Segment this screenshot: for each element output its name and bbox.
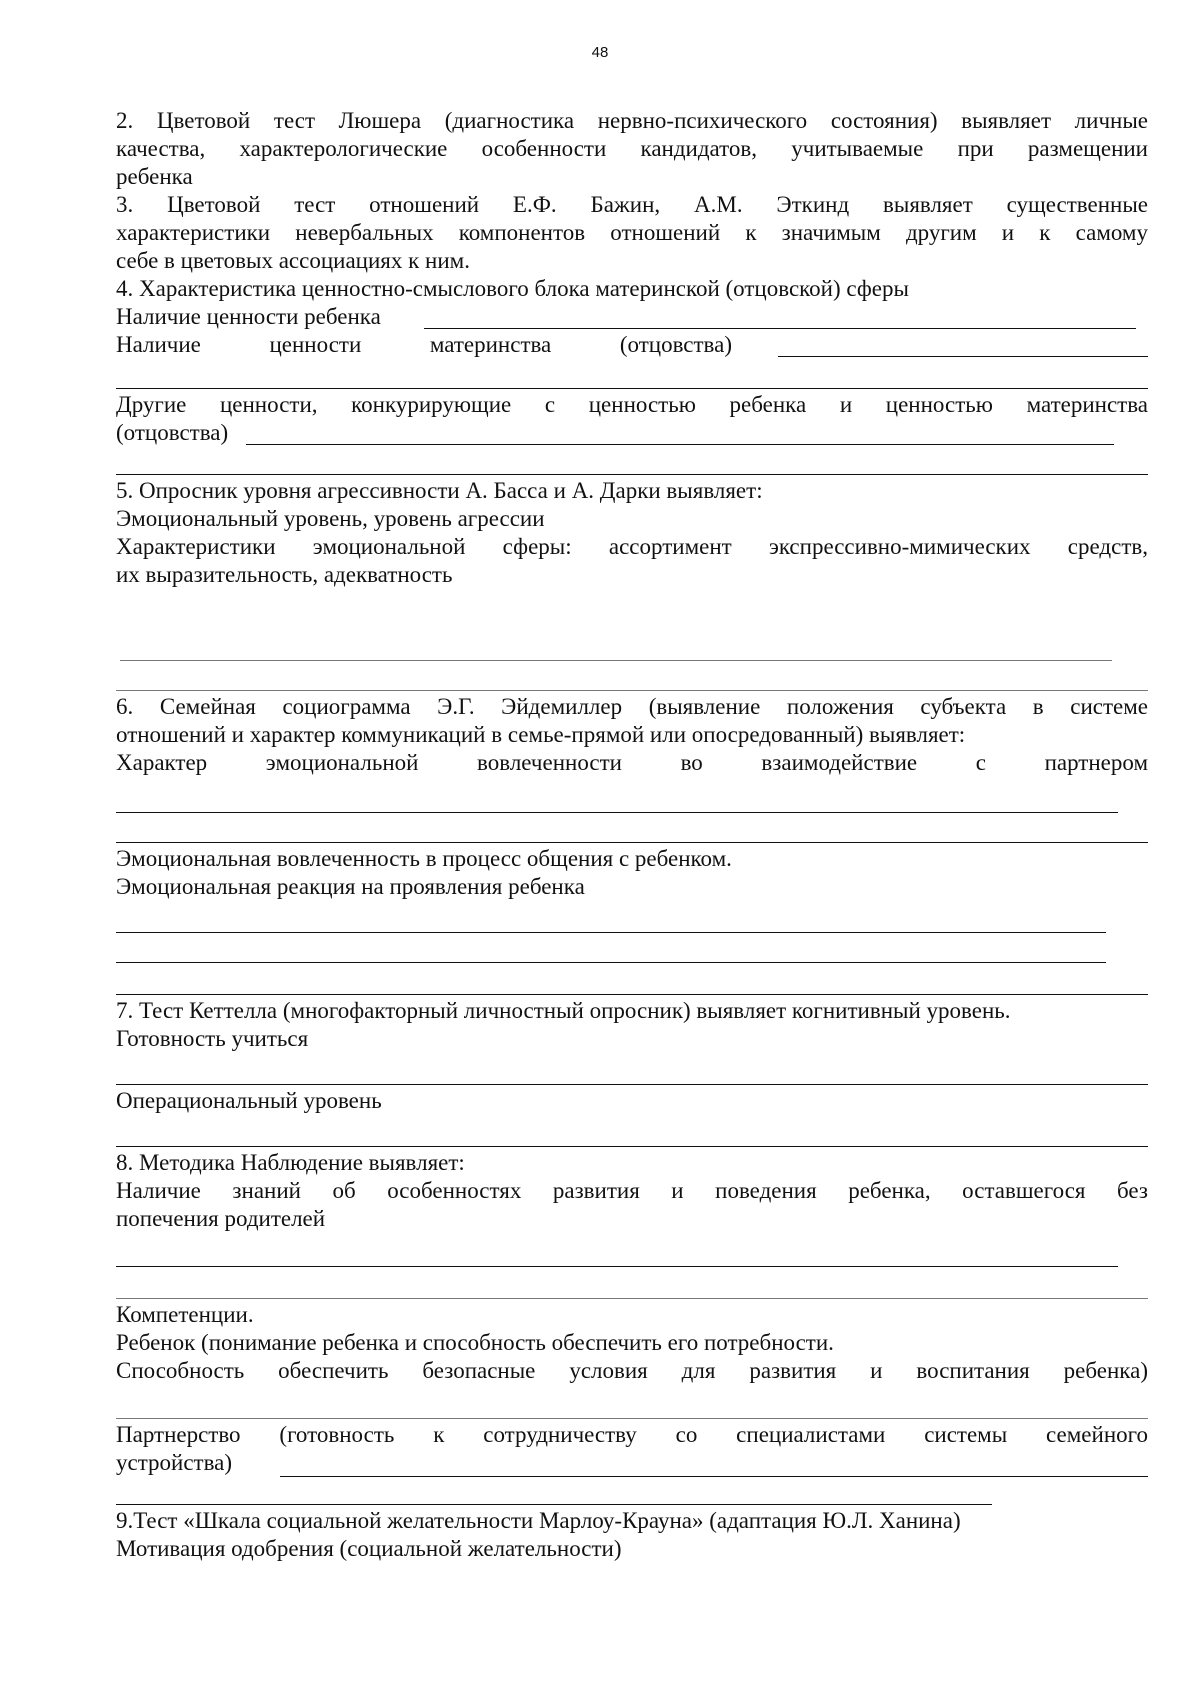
text-line: себе в цветовых ассоциациях к ним. <box>116 248 470 273</box>
section-heading-8: 8. Методика Наблюдение выявляет: <box>116 1150 465 1175</box>
fill-in-line <box>116 812 1118 813</box>
text-line: Ребенок (понимание ребенка и способность обеспечить его потребности. <box>116 1330 834 1355</box>
section-heading-4: 4. Характеристика ценностно-смыслового блока материнской (отцовской) сферы <box>116 276 909 301</box>
text-line: Мотивация одобрения (социальной желательности) <box>116 1536 622 1561</box>
field-label-child-value: Наличие ценности ребенка <box>116 304 381 329</box>
text-line: Готовность учиться <box>116 1026 309 1051</box>
fill-in-line <box>424 328 1136 329</box>
fill-in-line <box>116 1084 1148 1085</box>
field-label-competing-values: Другие ценности, конкурирующие с ценностью ребенка и ценностью материнства <box>116 392 1148 417</box>
fill-in-line <box>116 1504 992 1505</box>
text-line: Партнерство (готовность к сотрудничеству со специалистами системы семейного <box>116 1422 1148 1447</box>
section-heading-6: 6. Семейная социограмма Э.Г. Эйдемиллер (выявление положения субъекта в системе <box>116 694 1148 719</box>
fill-in-line <box>116 1266 1118 1267</box>
text-line: 2. Цветовой тест Люшера (диагностика нервно-психического состояния) выявляет личные <box>116 108 1148 133</box>
text-line: качества, характерологические особенности кандидатов, учитываемые при размещении <box>116 136 1148 161</box>
fill-in-line <box>116 690 1148 691</box>
fill-in-line <box>116 994 1148 995</box>
text-line: Компетенции. <box>116 1302 254 1327</box>
fill-in-line <box>116 842 1148 843</box>
text-line: 3. Цветовой тест отношений Е.Ф. Бажин, А.М. Эткинд выявляет существенные <box>116 192 1148 217</box>
fill-in-line <box>116 388 1148 389</box>
text-line: Способность обеспечить безопасные условия для развития и воспитания ребенка) <box>116 1358 1148 1383</box>
section-heading-7: 7. Тест Кеттелла (многофакторный личностный опросник) выявляет когнитивный уровень. <box>116 998 1011 1023</box>
fill-in-line <box>120 660 1112 661</box>
fill-in-line <box>116 1418 1148 1419</box>
text-line: ребенка <box>116 164 193 189</box>
fill-in-line <box>116 474 1148 475</box>
fill-in-line <box>116 1298 1148 1299</box>
fill-in-line <box>778 356 1148 357</box>
section-heading-9: 9.Тест «Шкала социальной желательности Марлоу-Крауна» (адаптация Ю.Л. Ханина) <box>116 1508 961 1533</box>
text-line: их выразительность, адекватность <box>116 562 453 587</box>
text-line: характеристики невербальных компонентов отношений к значимым другим и к самому <box>116 220 1148 245</box>
text-line: Операциональный уровень <box>116 1088 382 1113</box>
page-number: 48 <box>591 44 609 61</box>
fill-in-line <box>280 1476 1148 1477</box>
text-line: Эмоциональная вовлеченность в процесс общения с ребенком. <box>116 846 732 871</box>
text-line: Эмоциональная реакция на проявления ребенка <box>116 874 585 899</box>
fill-in-line <box>246 444 1114 445</box>
text-line: Эмоциональный уровень, уровень агрессии <box>116 506 545 531</box>
fill-in-line <box>116 962 1106 963</box>
fill-in-line <box>116 932 1106 933</box>
text-line: Наличие знаний об особенностях развития и поведения ребенка, оставшегося без <box>116 1178 1148 1203</box>
text-line: Характеристики эмоциональной сферы: ассортимент экспрессивно-мимических средств, <box>116 534 1148 559</box>
text-line: попечения родителей <box>116 1206 326 1231</box>
text-line: Характер эмоциональной вовлеченности во взаимодействие с партнером <box>116 750 1148 775</box>
field-label-parenthood-value: Наличие ценности материнства (отцовства) <box>116 332 732 357</box>
text-line: устройства) <box>116 1450 233 1475</box>
text-line: отношений и характер коммуникаций в семье-прямой или опосредованный) выявляет: <box>116 722 966 747</box>
field-label-competing-values-cont: (отцовства) <box>116 420 229 445</box>
section-heading-5: 5. Опросник уровня агрессивности А. Басса и А. Дарки выявляет: <box>116 478 763 503</box>
fill-in-line <box>116 1146 1148 1147</box>
